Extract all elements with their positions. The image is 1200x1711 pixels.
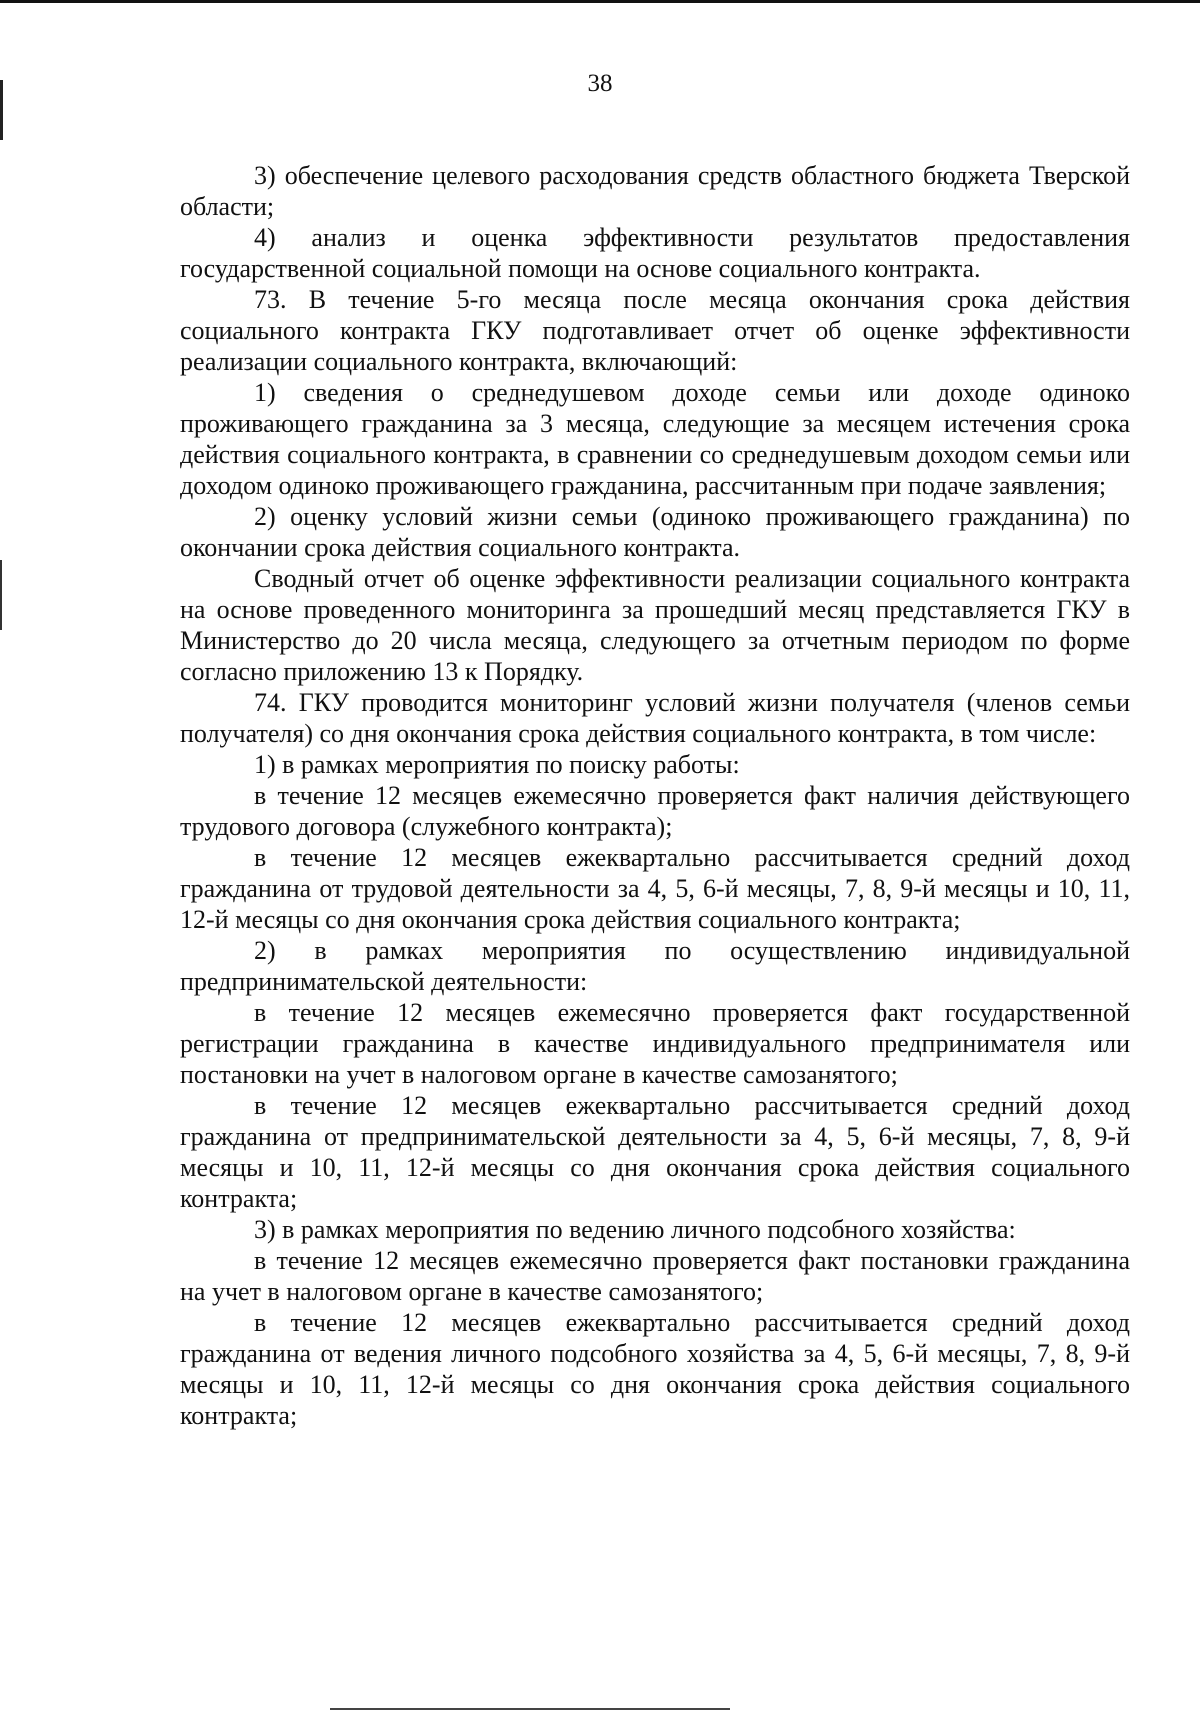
paragraph: в течение 12 месяцев ежемесячно проверяется факт наличия действующего трудового договора (служебного контракта); xyxy=(180,781,1130,841)
paragraph: в течение 12 месяцев ежеквартально рассчитывается средний доход гражданина от предпринимательской деятельности за 4, 5, 6-й месяцы, 7, 8, 9-й месяцы и 10, 11, 12-й месяцы со дня окончания срока действия социального контракта; xyxy=(180,1091,1130,1213)
scan-edge-left-lower xyxy=(0,560,2,630)
paragraph: 2) оценку условий жизни семьи (одиноко проживающего гражданина) по окончании срока действия социального контракта. xyxy=(180,502,1130,562)
paragraph: 4) анализ и оценка эффективности результатов предоставления государственной социальной помощи на основе социального контракта. xyxy=(180,223,1130,283)
paragraph: в течение 12 месяцев ежемесячно проверяется факт постановки гражданина на учет в налоговом органе в качестве самозанятого; xyxy=(180,1246,1130,1306)
page-number: 38 xyxy=(587,70,613,97)
paragraph: в течение 12 месяцев ежеквартально рассчитывается средний доход гражданина от ведения личного подсобного хозяйства за 4, 5, 6-й месяцы, 7, 8, 9-й месяцы и 10, 11, 12-й месяцы со дня окончания срока действия социального контракта; xyxy=(180,1308,1130,1430)
paragraph: 3) в рамках мероприятия по ведению личного подсобного хозяйства: xyxy=(254,1215,1016,1244)
paragraph: Сводный отчет об оценке эффективности реализации социального контракта на основе проведенного мониторинга за прошедший месяц представляется ГКУ в Министерство до 20 числа месяца, следующего за отчетным периодом по форме согласно приложению 13 к Порядку. xyxy=(180,564,1130,686)
paragraph: в течение 12 месяцев ежемесячно проверяется факт государственной регистрации гражданина в качестве индивидуального предпринимателя или постановки на учет в налоговом органе в качестве самозанятого; xyxy=(180,998,1130,1089)
scan-edge-bottom xyxy=(330,1708,730,1710)
scan-edge-top xyxy=(0,0,1200,3)
document-body xyxy=(180,160,1130,1431)
paragraph: 3) обеспечение целевого расходования средств областного бюджета Тверской области; xyxy=(180,161,1130,221)
paragraph: 1) в рамках мероприятия по поиску работы: xyxy=(254,750,740,779)
paragraph: 73. В течение 5-го месяца после месяца окончания срока действия социального контракта ГКУ подготавливает отчет об оценке эффективности реализации социального контракта, включающий: xyxy=(180,285,1130,376)
paragraph: 1) сведения о среднедушевом доходе семьи или доходе одиноко проживающего гражданина за 3 месяца, следующие за месяцем истечения срока действия социального контракта, в сравнении со среднедушевым доходом семьи или доходом одиноко проживающего гражданина, рассчитанным при подаче заявления; xyxy=(180,378,1130,500)
paragraph: 74. ГКУ проводится мониторинг условий жизни получателя (членов семьи получателя) со дня окончания срока действия социального контракта, в том числе: xyxy=(180,688,1130,748)
paragraph: 2) в рамках мероприятия по осуществлению индивидуальной предпринимательской деятельности: xyxy=(180,936,1130,996)
paragraph: в течение 12 месяцев ежеквартально рассчитывается средний доход гражданина от трудовой деятельности за 4, 5, 6-й месяцы, 7, 8, 9-й месяцы и 10, 11, 12-й месяцы со дня окончания срока действия социального контракта; xyxy=(180,843,1130,934)
